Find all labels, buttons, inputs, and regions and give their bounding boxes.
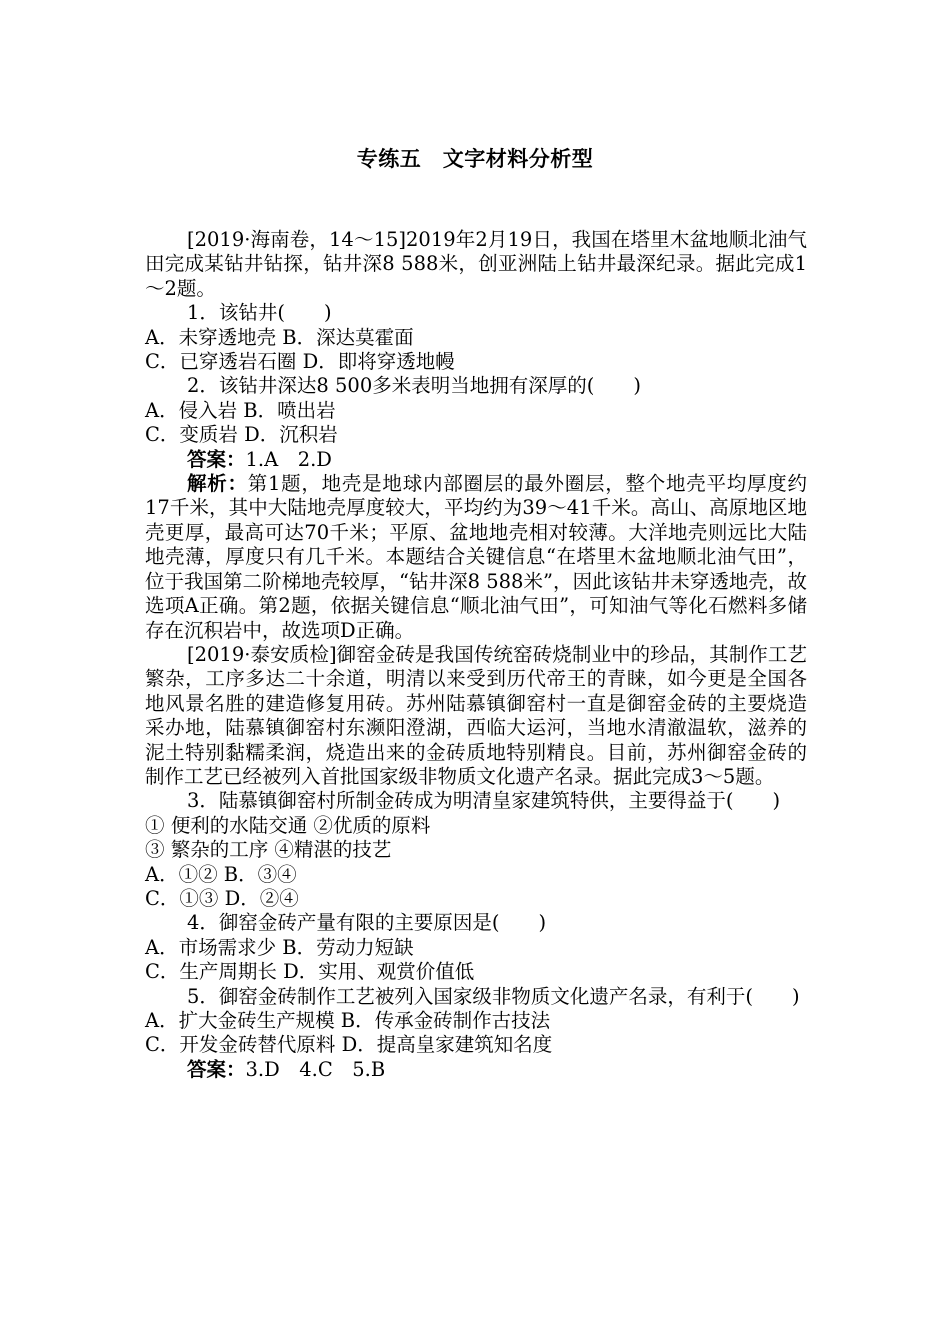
analysis-1-paragraph [145, 472, 807, 643]
answer-2-line [145, 1058, 807, 1082]
question-2-options-ab: A．侵入岩 B．喷出岩 [145, 398, 336, 422]
question-1-options-cd: C．已穿透岩石圈 D．即将穿透地幔 [145, 350, 455, 374]
analysis-1-text: 第1题，地壳是地球内部圈层的最外圈层，整个地壳平均厚度约17千米，其中大陆地壳厚度较大，平均约为39～41千米。高山、高原地区地壳更厚，最高可达70千米；平原、盆地地壳相对较薄。大洋地壳则远比大陆地壳薄，厚度只有几千米。本题结合关键信息“在塔里木盆地顺北油气田”，位于我国第二阶梯地壳较厚，“钻井深8 588米”，因此该钻井未穿透地壳，故选项A正确。第2题，依据关键信息“顺北油气田”，可知油气等化石燃料多储存在沉积岩中，故选项D正确。 [145, 472, 807, 642]
analysis-1-label: 解析： [187, 472, 248, 496]
question-4-stem: 4．御窑金砖产量有限的主要原因是( ) [187, 911, 547, 935]
material-2-paragraph: [2019·泰安质检]御窑金砖是我国传统窑砖烧制业中的珍品，其制作工艺繁杂，工序多达二十余道，明清以来受到历代帝王的青睐，如今更是全国各地风景名胜的建造修复用砖。苏州陆慕镇御窑村一直是御窑金砖的主要烧造采办地，陆慕镇御窑村东濒阳澄湖，西临大运河，当地水清澈温软，滋养的泥土特别黏糯柔润，烧造出来的金砖质地特别精良。目前，苏州御窑金砖的制作工艺已经被列入首批国家级非物质文化遗产名录。据此完成3～5题。 [145, 642, 807, 788]
answer-2-value: 3.D 4.C 5.B [245, 1057, 386, 1081]
material-1-paragraph: [2019·海南卷，14～15]2019年2月19日，我国在塔里木盆地顺北油气田完成某钻井钻探，钻井深8 588米，创亚洲陆上钻井最深纪录。据此完成1～2题。 [145, 228, 807, 300]
question-5-options-cd: C．开发金砖替代原料 D．提高皇家建筑知名度 [145, 1033, 553, 1057]
question-5-options-ab: A．扩大金砖生产规模 B．传承金砖制作古技法 [145, 1009, 551, 1032]
question-3-options-cd: C．①③ D．②④ [145, 886, 299, 910]
page-title: 专练五 文字材料分析型 [356, 147, 594, 171]
question-2-stem: 2．该钻井深达8 500多米表明当地拥有深厚的( ) [187, 374, 641, 398]
question-3-stem: 3．陆慕镇御窑村所制金砖成为明清皇家建筑特供，主要得益于( ) [187, 789, 781, 813]
question-1-options-ab: A．未穿透地壳 B．深达莫霍面 [145, 325, 414, 349]
question-3-options-ab: A．①② B．③④ [145, 862, 297, 886]
answer-2-label: 答案： [187, 1057, 246, 1081]
question-2-options-cd: C．变质岩 D．沉积岩 [145, 423, 338, 447]
answer-1-label: 答案： [187, 447, 246, 471]
question-1-stem: 1．该钻井( ) [187, 301, 332, 325]
document-body [145, 228, 807, 1082]
question-3-items-34: ③ 繁杂的工序 ④精湛的技艺 [145, 838, 392, 862]
question-5-stem: 5．御窑金砖制作工艺被列入国家级非物质文化遗产名录，有利于( ) [187, 984, 800, 1008]
question-4-options-cd: C．生产周期长 D．实用、观赏价值低 [145, 960, 475, 984]
question-3-items-12: ① 便利的水陆交通 ②优质的原料 [145, 813, 431, 837]
answer-1-value: 1.A 2.D [245, 447, 332, 471]
question-4-options-ab: A．市场需求少 B．劳动力短缺 [145, 935, 414, 959]
answer-1-line [145, 448, 807, 472]
